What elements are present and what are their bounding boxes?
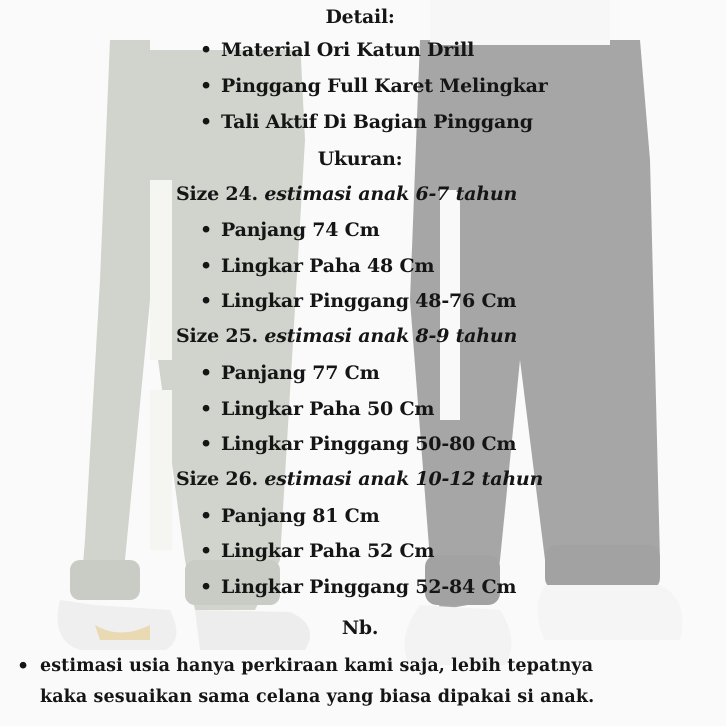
size-heading [176, 324, 517, 348]
ukuran-heading: Ukuran: [317, 148, 403, 170]
detail-item: Pinggang Full Karet Melingkar [221, 75, 548, 97]
bullet-icon: • [200, 433, 213, 455]
size-label: Size 26. [176, 468, 258, 490]
bullet-icon: • [200, 576, 213, 598]
bullet-icon: • [200, 111, 213, 133]
bullet-icon: • [200, 219, 213, 241]
size-item: Panjang 81 Cm [221, 505, 380, 527]
size-label: Size 24. [176, 183, 258, 205]
size-label: Size 25. [176, 325, 258, 347]
note-line: estimasi usia hanya perkiraan kami saja, lebih tepatnya [40, 656, 594, 676]
detail-heading: Detail: [325, 6, 395, 28]
bullet-icon: • [200, 540, 213, 562]
detail-item: Material Ori Katun Drill [221, 39, 475, 61]
bullet-icon: • [17, 655, 30, 677]
size-estimate: estimasi anak 8-9 tahun [264, 325, 518, 347]
detail-item: Tali Aktif Di Bagian Pinggang [221, 111, 533, 133]
bullet-icon: • [200, 362, 213, 384]
note-heading: Nb. [341, 617, 379, 639]
bullet-icon: • [200, 75, 213, 97]
size-item: Lingkar Paha 52 Cm [221, 540, 435, 562]
size-item: Panjang 74 Cm [221, 219, 380, 241]
size-estimate: estimasi anak 10-12 tahun [264, 468, 544, 490]
bullet-icon: • [200, 505, 213, 527]
bullet-icon: • [200, 290, 213, 312]
size-item: Lingkar Pinggang 48-76 Cm [221, 290, 517, 312]
bullet-icon: • [200, 39, 213, 61]
size-item: Lingkar Paha 50 Cm [221, 398, 435, 420]
bullet-icon: • [200, 255, 213, 277]
size-estimate: estimasi anak 6-7 tahun [264, 183, 518, 205]
size-item: Panjang 77 Cm [221, 362, 380, 384]
size-item: Lingkar Paha 48 Cm [221, 255, 435, 277]
size-item: Lingkar Pinggang 50-80 Cm [221, 433, 517, 455]
note-line: kaka sesuaikan sama celana yang biasa dipakai si anak. [40, 687, 595, 707]
bullet-icon: • [200, 398, 213, 420]
size-heading [176, 182, 517, 206]
size-heading [176, 467, 543, 491]
size-item: Lingkar Pinggang 52-84 Cm [221, 576, 517, 598]
